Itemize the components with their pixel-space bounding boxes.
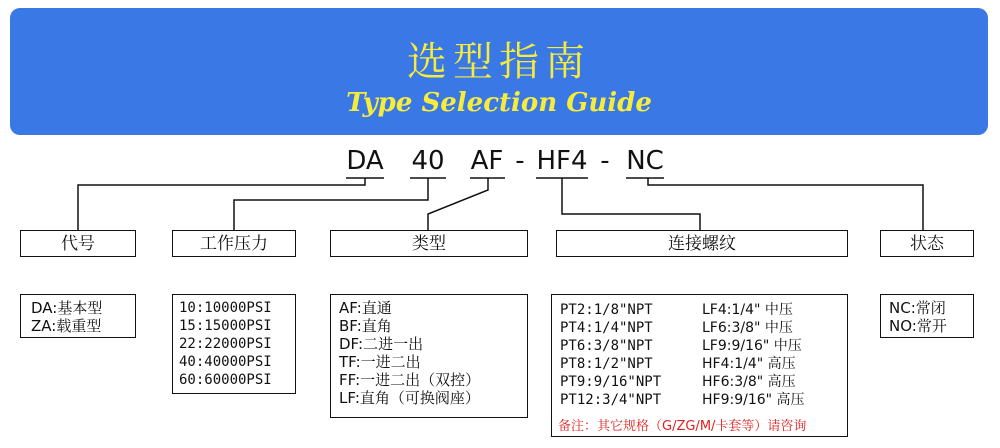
options-thread [551, 294, 848, 437]
header-pressure: 工作压力 [172, 230, 296, 257]
list-item: PT2:1/8"NPT [560, 302, 653, 318]
list-item: PT8:1/2"NPT [560, 356, 653, 372]
code-seg-type: AF [470, 146, 504, 176]
options-code [20, 294, 136, 338]
list-item: LF4:1/4" 中压 [702, 302, 793, 318]
list-item: NO:常开 [889, 317, 947, 335]
list-item: HF6:3/8" 高压 [702, 374, 796, 390]
banner-title-cn: 选型指南 [407, 39, 591, 85]
thread-pressure-column [702, 301, 805, 409]
list-item: 22:22000PSI [179, 336, 272, 352]
list-item: TF:一进二出 [339, 353, 421, 371]
header-type: 类型 [330, 230, 528, 257]
list-item: DA:基本型 [31, 299, 103, 317]
header-code: 代号 [20, 230, 136, 257]
list-item: LF9:9/16" 中压 [702, 338, 802, 354]
list-item: ZA:载重型 [31, 317, 102, 335]
code-seg-state: NC [626, 146, 664, 176]
header-thread: 连接螺纹 [556, 230, 848, 257]
list-item: PT9:9/16"NPT [560, 374, 662, 390]
list-item: AF:直通 [339, 299, 392, 317]
code-dash-1: - [515, 146, 525, 176]
list-item: PT12:3/4"NPT [560, 392, 662, 408]
list-item: DF:二进一出 [339, 335, 424, 353]
code-seg-code: DA [346, 146, 384, 176]
code-dash-2: - [600, 146, 610, 176]
code-seg-thread: HF4 [536, 146, 588, 176]
list-item: HF4:1/4" 高压 [702, 356, 796, 372]
list-item: FF:一进二出（双控） [339, 371, 481, 389]
list-item: PT6:3/8"NPT [560, 338, 653, 354]
list-item: LF6:3/8" 中压 [702, 320, 793, 336]
options-pressure [172, 294, 296, 394]
list-item: NC:常闭 [889, 299, 946, 317]
list-item: BF:直角 [339, 317, 392, 335]
thread-npt-column [560, 301, 661, 409]
code-seg-pressure: 40 [411, 146, 445, 176]
list-item: 15:15000PSI [179, 318, 272, 334]
banner-title-en: Type Selection Guide [346, 88, 652, 118]
list-item: 60:60000PSI [179, 372, 272, 388]
list-item: 40:40000PSI [179, 354, 272, 370]
thread-note: 备注：其它规格（G/ZG/M/卡套等）请咨询 [558, 419, 807, 434]
list-item: PT4:1/4"NPT [560, 320, 653, 336]
options-state [880, 294, 974, 338]
list-item: LF:直角（可换阀座） [339, 389, 480, 407]
options-type [330, 294, 528, 418]
header-state: 状态 [880, 230, 974, 257]
list-item: HF9:9/16" 高压 [702, 392, 805, 408]
list-item: 10:10000PSI [179, 300, 272, 316]
